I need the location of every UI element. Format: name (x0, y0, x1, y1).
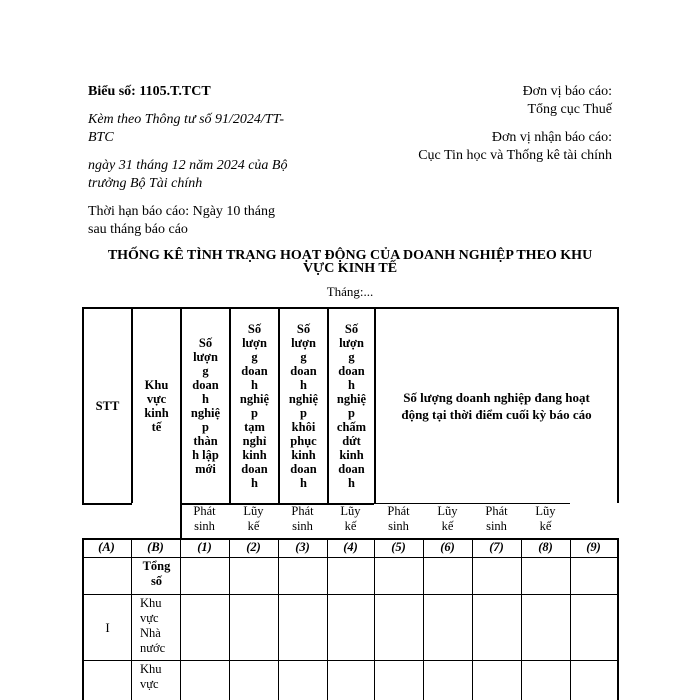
row-1-line-3: nước (140, 641, 166, 655)
header-new-line-8: h lập (192, 448, 219, 462)
header-sector-line-3: tế (151, 420, 162, 434)
header-paused-line-11: h (251, 476, 258, 490)
table-row2-bottom (82, 660, 618, 661)
row-total-lines (133, 559, 180, 589)
header-new-line-3: doan (192, 378, 219, 392)
sub-label-8-line-1: kế (539, 519, 552, 533)
header-resumed-line-4: h (300, 378, 307, 392)
reporting-unit-label: Đơn vị báo cáo: (522, 84, 612, 99)
header-resumed-line-8: phục (290, 434, 317, 448)
header-active-enterprises (376, 309, 617, 503)
header-terminated-line-2: g (348, 350, 355, 364)
header-paused-line-9: kinh (242, 448, 267, 462)
header-paused-line-2: g (251, 350, 258, 364)
sub-label-2-line-1: kế (247, 519, 260, 533)
row-total-label (133, 559, 180, 589)
header-sector-lines (144, 378, 168, 434)
header-resumed-line-1: lượn (291, 336, 316, 350)
form-number: Biểu số: 1105.T.TCT (88, 84, 211, 99)
header-terminated-line-1: lượn (339, 336, 364, 350)
sub-label-5 (374, 504, 423, 534)
header-terminated-line-5: nghiệ (336, 392, 367, 406)
header-sector-line-1: vực (146, 392, 167, 406)
table-body-vline-7 (423, 538, 424, 700)
sub-label-4-line-0: Lũy (340, 504, 361, 518)
row-1-lines (140, 596, 180, 656)
table-body-vline-5 (327, 538, 328, 700)
column-code-6: (5) (391, 540, 406, 554)
header-resumed-line-7: khôi (291, 420, 316, 434)
sub-label-7-line-1: sinh (486, 519, 507, 533)
header-paused-lines (240, 322, 269, 490)
table-border-header-bottom-stt (82, 503, 132, 505)
header-resumed-line-10: doan (290, 462, 317, 476)
header-terminated-line-3: doan (338, 364, 365, 378)
row-2-label (133, 662, 180, 692)
sub-label-6-line-0: Lũy (437, 504, 458, 518)
header-new-line-5: nghiệ (190, 406, 221, 420)
header-terminated-line-8: dứt (342, 434, 361, 448)
column-code-10: (9) (586, 540, 601, 554)
table-body-vline-3 (229, 538, 230, 700)
header-sector-line-2: kinh (144, 406, 169, 420)
column-code-0: (A) (98, 540, 115, 554)
row-2-lines (140, 662, 180, 692)
table-body-vline-9 (521, 538, 522, 700)
header-resumed-line-0: Số (296, 322, 311, 336)
sub-label-7-line-0: Phát (485, 504, 508, 518)
header-terminated-line-10: doan (338, 462, 365, 476)
row-1-line-1: vực (140, 611, 159, 625)
header-paused-line-4: h (251, 378, 258, 392)
deadline-line2: sau tháng báo cáo (88, 222, 188, 237)
header-paused-line-7: tạm (244, 420, 265, 434)
row-total-line-0: Tổng (142, 559, 171, 573)
sub-label-3 (278, 504, 327, 534)
row-total-line-1: số (150, 574, 163, 588)
column-code-7: (6) (440, 540, 455, 554)
sub-label-6 (423, 504, 472, 534)
header-paused-line-6: p (251, 406, 258, 420)
header-resumed-line-2: g (300, 350, 307, 364)
header-sector-line-0: Khu (144, 378, 169, 392)
row-2-line-0: Khu (140, 662, 162, 676)
header-resumed-line-9: kinh (291, 448, 316, 462)
header-paused-line-0: Số (247, 322, 262, 336)
header-resumed-line-3: doan (290, 364, 317, 378)
table-border-right-header (617, 307, 619, 503)
header-new-enterprises (182, 309, 229, 503)
table-body-vline-6 (374, 538, 375, 700)
header-resumed-line-11: h (300, 476, 307, 490)
sub-label-2 (229, 504, 278, 534)
row-1-line-0: Khu (140, 596, 162, 610)
table-body-vline-11 (617, 538, 619, 700)
header-new-line-6: p (202, 420, 209, 434)
circular-date-line2: trưởng Bộ Tài chính (88, 176, 203, 191)
header-active-line2: động tại thời điểm cuối kỳ báo cáo (401, 407, 592, 422)
attach-circular-line1: Kèm theo Thông tư số 91/2024/TT- (88, 112, 284, 127)
header-new-line-1: lượn (193, 350, 218, 364)
row-1-stt: I (105, 620, 110, 635)
header-new-line-0: Số (198, 336, 213, 350)
table-body-vline-2 (180, 538, 181, 700)
header-terminated-line-9: kinh (339, 448, 364, 462)
header-resumed-line-5: nghiệ (288, 392, 319, 406)
header-paused-line-10: doan (241, 462, 268, 476)
sub-label-6-line-1: kế (441, 519, 454, 533)
table-body-vline-8 (472, 538, 473, 700)
row-1-label (133, 596, 180, 656)
table-row1-bottom (82, 594, 618, 595)
header-terminated-line-4: h (348, 378, 355, 392)
table-body-vline-4 (278, 538, 279, 700)
header-new-line-2: g (202, 364, 209, 378)
sub-label-3-line-1: sinh (292, 519, 313, 533)
header-active-line1: Số lượng doanh nghiệp đang hoạt (403, 390, 590, 405)
header-sector (133, 309, 180, 503)
header-terminated-line-6: p (348, 406, 355, 420)
sub-label-4 (327, 504, 374, 534)
column-code-3: (2) (246, 540, 261, 554)
sub-label-2-line-0: Lũy (243, 504, 264, 518)
column-code-4: (3) (295, 540, 310, 554)
sub-label-1-line-1: sinh (194, 519, 215, 533)
column-code-9: (8) (538, 540, 553, 554)
column-code-5: (4) (343, 540, 358, 554)
header-resumed-line-6: p (300, 406, 307, 420)
sub-label-7 (472, 504, 521, 534)
row-1-line-2: Nhà (140, 626, 161, 640)
header-paused-line-1: lượn (242, 336, 267, 350)
table-code-row-bottom (82, 557, 618, 558)
header-terminated-line-0: Số (344, 322, 359, 336)
header-terminated-line-7: chấm (336, 420, 367, 434)
sub-label-8 (521, 504, 570, 534)
receiving-unit: Cục Tin học và Thống kê tài chính (418, 148, 612, 163)
column-code-8: (7) (489, 540, 504, 554)
column-code-2: (1) (197, 540, 212, 554)
header-paused-enterprises (231, 309, 278, 503)
reporting-unit: Tổng cục Thuế (527, 102, 612, 117)
report-title-line2: VỰC KINH TẾ (302, 261, 398, 276)
row-2-line-1: vực (140, 677, 159, 691)
receiving-unit-label: Đơn vị nhận báo cáo: (491, 130, 612, 145)
header-terminated-enterprises (329, 309, 374, 503)
sub-label-1 (180, 504, 229, 534)
sub-label-8-line-0: Lũy (535, 504, 556, 518)
header-stt: STT (95, 399, 120, 413)
report-month: Tháng:... (326, 284, 374, 299)
header-terminated-lines (337, 322, 366, 490)
sub-label-5-line-1: sinh (388, 519, 409, 533)
deadline-line1: Thời hạn báo cáo: Ngày 10 tháng (88, 204, 276, 219)
header-new-lines (191, 336, 220, 476)
column-code-1: (B) (147, 540, 164, 554)
table-body-vline-1 (131, 538, 132, 700)
header-resumed-lines (289, 322, 318, 490)
sub-label-4-line-1: kế (344, 519, 357, 533)
table-body-vline-10 (570, 538, 571, 700)
sub-label-3-line-0: Phát (291, 504, 314, 518)
header-paused-line-3: doan (241, 364, 268, 378)
header-new-line-4: h (202, 392, 209, 406)
report-title (88, 249, 612, 275)
header-paused-line-5: nghiệ (239, 392, 270, 406)
header-resumed-enterprises (280, 309, 327, 503)
header-new-line-7: thàn (193, 434, 218, 448)
header-new-line-9: mới (195, 462, 216, 476)
attach-circular-line2: BTC (88, 130, 114, 145)
sub-label-1-line-0: Phát (193, 504, 216, 518)
circular-date-line1: ngày 31 tháng 12 năm 2024 của Bộ (88, 158, 288, 173)
header-terminated-line-11: h (348, 476, 355, 490)
sub-label-5-line-0: Phát (387, 504, 410, 518)
header-paused-line-8: nghỉ (242, 434, 267, 448)
report-title-line1: THỐNG KÊ TÌNH TRẠNG HOẠT ĐỘNG CỦA DOANH NGHIỆP THEO KHU (107, 248, 593, 263)
